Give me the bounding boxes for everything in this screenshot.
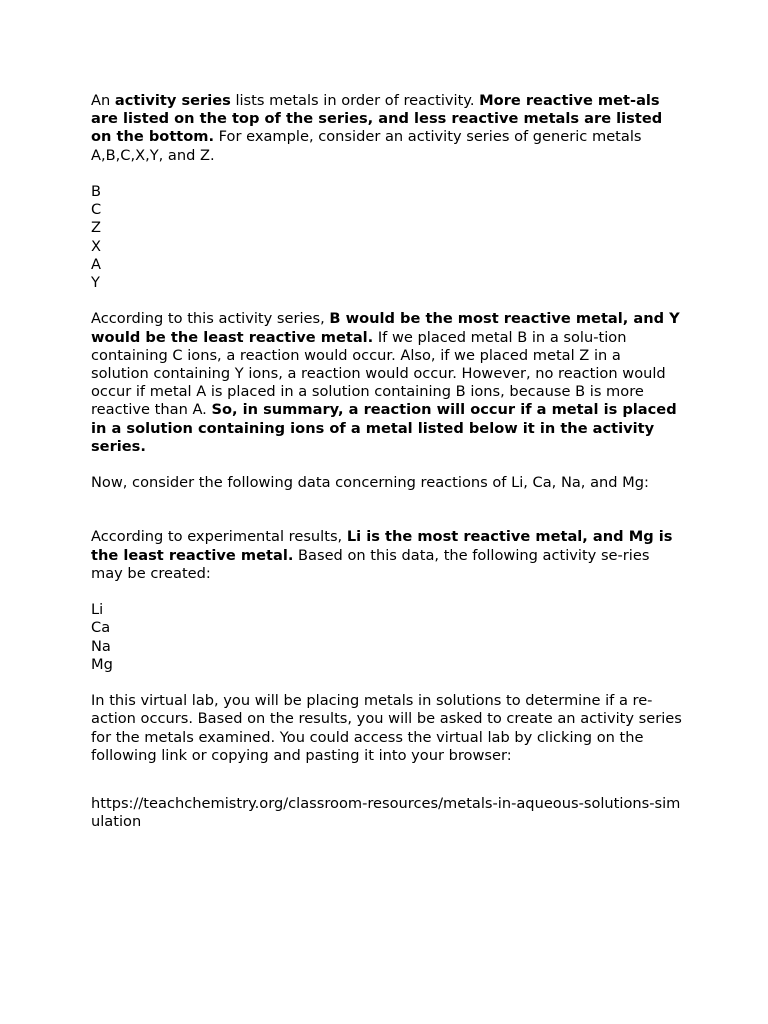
- results-text-1: According to experimental results,: [91, 528, 347, 546]
- simulation-link[interactable]: https://teachchemistry.org/classroom-resources/metals-in-aqueous-solutions-simulation: [91, 795, 681, 831]
- series-item: Mg: [91, 655, 113, 673]
- results-paragraph: [91, 528, 683, 583]
- data-intro-paragraph: Now, consider the following data concerning reactions of Li, Ca, Na, and Mg:: [91, 474, 649, 492]
- intro-text-2: lists metals in order of reactivity.: [230, 92, 480, 109]
- intro-text-1: An: [91, 92, 115, 109]
- document-body: [91, 92, 683, 831]
- virtual-lab-paragraph: In this virtual lab, you will be placing metals in solutions to determine if a re-action occurs. Based on the results, you will be asked to create an activity series for the metals examined. You could access the virtual lab by clicking on the following link or copying and pasting it into your browser:: [91, 692, 682, 764]
- series-item: Ca: [91, 619, 111, 637]
- intro-paragraph: [91, 92, 683, 165]
- intro-bold-1: activity series: [114, 92, 231, 109]
- metal-activity-series-list: [91, 601, 683, 674]
- results-bold-1: Li is the most reactive metal, and Mg is the least reactive metal.: [91, 528, 673, 564]
- series-item: C: [91, 201, 102, 219]
- series-item: Y: [91, 274, 100, 292]
- series-item: B: [91, 183, 102, 200]
- series-item: X: [91, 237, 101, 255]
- explanation-paragraph: [91, 310, 683, 456]
- intro-bold-2: More reactive met-als are listed on the top of the series, and less reactive metals are listed on the bottom.: [91, 92, 663, 146]
- series-item: Z: [91, 219, 101, 237]
- results-text-2: Based on this data, the following activity se-ries may be created:: [91, 546, 650, 582]
- series-item: Li: [91, 601, 104, 619]
- series-item: Na: [91, 637, 111, 655]
- explanation-bold-2: So, in summary, a reaction will occur if a metal is placed in a solution containing ions of a metal listed below it in the activity series.: [91, 401, 677, 455]
- series-item: A: [91, 255, 101, 273]
- explanation-bold-1: B would be the most reactive metal, and Y would be the least reactive metal.: [91, 310, 680, 346]
- explanation-text-2: If we placed metal B in a solu-tion containing C ions, a reaction would occur. Also, if we placed metal Z in a solution containing Y ions, a reaction would occur. However, no reaction would occur if metal A is placed in a solution containing B ions, because B is more reactive than A.: [91, 328, 666, 419]
- intro-text-3: For example, consider an activity series of generic metals A,B,C,X,Y, and Z.: [91, 128, 642, 164]
- explanation-text-1: According to this activity series,: [91, 310, 330, 328]
- generic-activity-series-list: [91, 183, 683, 292]
